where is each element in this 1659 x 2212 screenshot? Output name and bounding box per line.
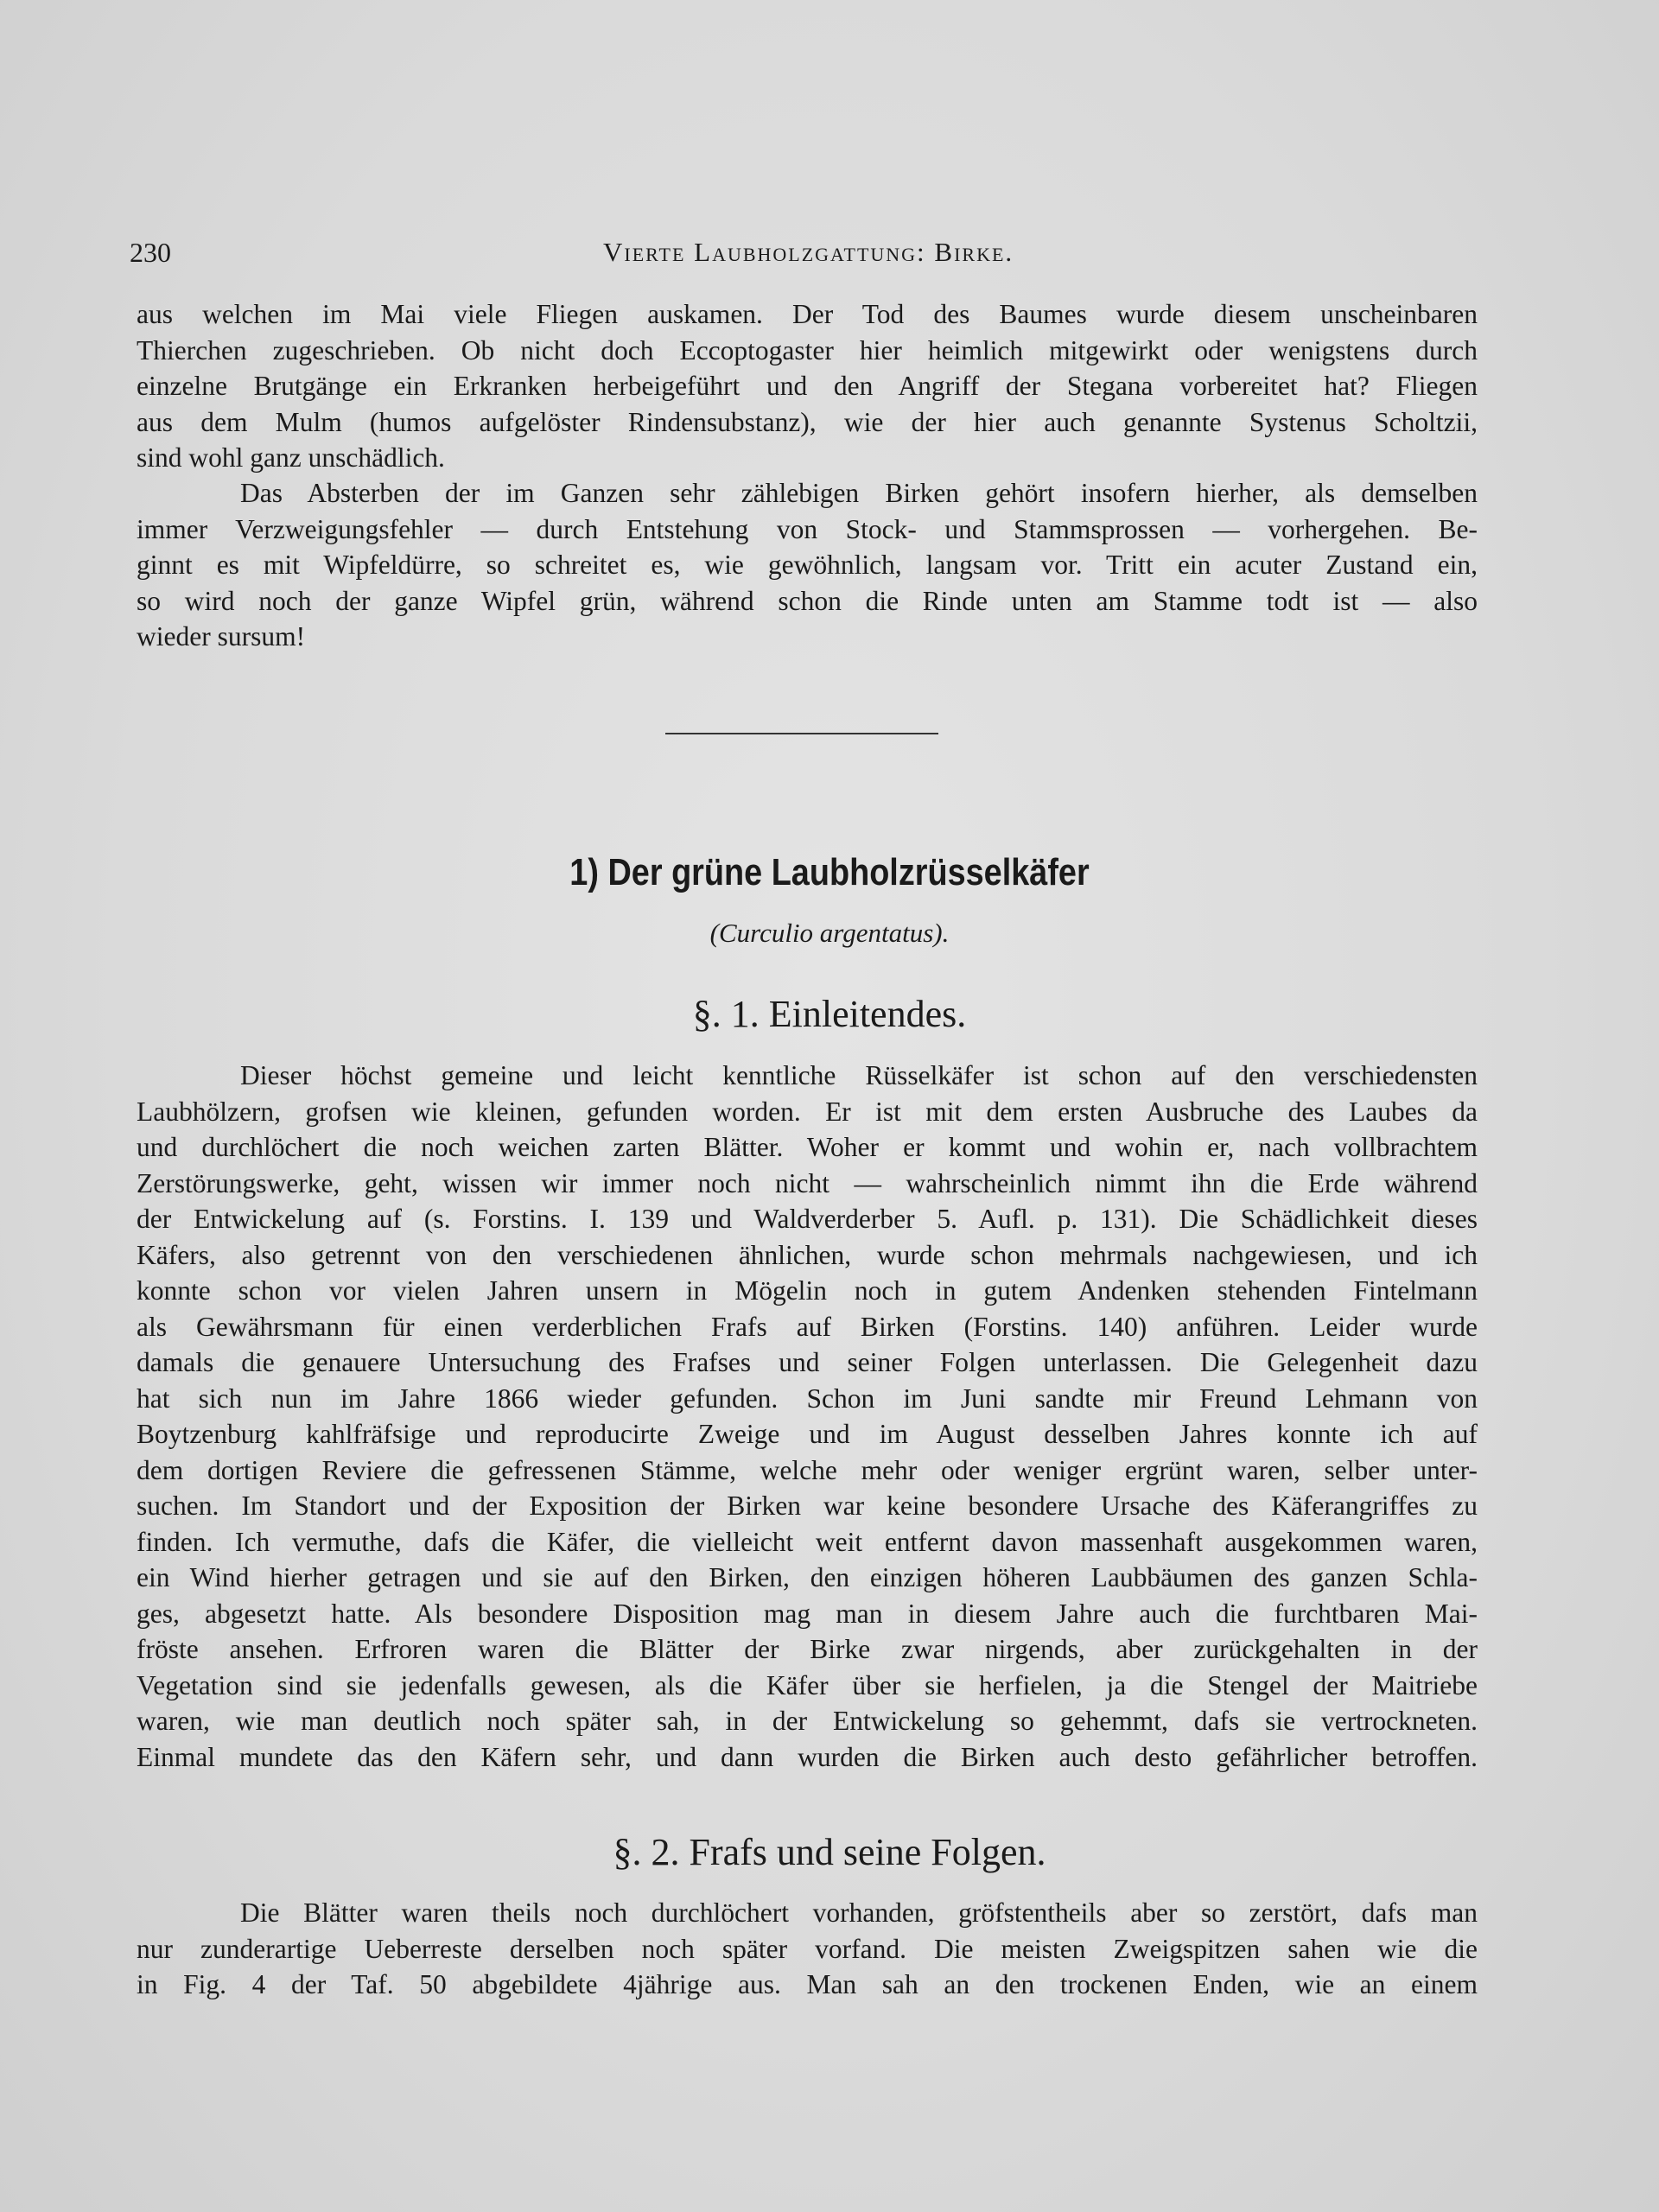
text-line: wieder sursum!	[137, 621, 306, 652]
text-line: sind wohl ganz unschädlich.	[137, 442, 445, 473]
text-line: der Entwickelung auf (s. Forstins. I. 139 und Waldverderber 5. Aufl. p. 131). Die Schädlichkeit dieses	[137, 1204, 1478, 1234]
text-line: suchen. Im Standort und der Exposition der Birken war keine besondere Ursache des Käferangriffes zu	[137, 1491, 1478, 1521]
text-line: hat sich nun im Jahre 1866 wieder gefunden. Schon im Juni sandte mir Freund Lehmann von	[137, 1382, 1478, 1414]
text-line: einzelne Brutgänge ein Erkranken herbeigeführt und den Angriff der Stegana vorbereitet hat? Fliegen	[137, 371, 1478, 401]
text-line: nur zunderartige Ueberreste derselben noch später vorfand. Die meisten Zweigspitzen sahen wie die	[137, 1933, 1478, 1964]
text-line: und durchlöchert die noch weichen zarten Blätter. Woher er kommt und wohin er, nach vollbrachtem	[137, 1132, 1478, 1162]
section-1-body	[137, 1058, 1478, 1775]
intro-paragraph	[137, 296, 1478, 476]
intro-paragraph-2	[137, 475, 1478, 655]
text-line: aus dem Mulm (humos aufgelöster Rindensubstanz), wie der hier auch genannte Systenus Scholtzii,	[137, 406, 1478, 437]
text-line: so wird noch der ganze Wipfel grün, während schon die Rinde unten am Stamme todt ist — also	[137, 585, 1478, 616]
chapter-title: 1) Der grüne Laubholzrüsselkäfer	[569, 851, 1090, 893]
text-line: Vegetation sind sie jedenfalls gewesen, als die Käfer über sie herfielen, ja die Stengel der Maitriebe	[137, 1669, 1478, 1700]
section-heading-1: §. 1. Einleitendes.	[692, 993, 967, 1035]
page-header	[130, 232, 1478, 275]
separator-rule	[665, 733, 938, 734]
text-line: ges, abgesetzt hatte. Als besondere Disposition mag man in diesem Jahre auch die furchtbaren Mai-	[137, 1598, 1478, 1629]
text-line: Thierchen zugeschrieben. Ob nicht doch Eccoptogaster hier heimlich mitgewirkt oder wenigstens durch	[137, 334, 1478, 365]
text-line: Dieser höchst gemeine und leicht kenntliche Rüsselkäfer ist schon auf den verschiedensten	[240, 1060, 1478, 1090]
text-line: Boytzenburg kahlfräfsige und reproducirte Zweige und im August desselben Jahres konnte ich auf	[137, 1419, 1478, 1449]
text-line: ein Wind hierher getragen und sie auf den Birken, den einzigen höheren Laubbäumen des ganzen Schla-	[137, 1562, 1478, 1592]
text-line: immer Verzweigungsfehler — durch Entstehung von Stock- und Stammsprossen — vorhergehen. Be-	[137, 513, 1478, 544]
text-line: dem dortigen Reviere die gefressenen Stämme, welche mehr oder weniger ergrünt waren, selber unter-	[137, 1454, 1478, 1485]
chapter-subtitle: (Curculio argentatus).	[709, 918, 950, 948]
text-line: konnte schon vor vielen Jahren unsern in Mögelin noch in gutem Andenken stehenden Fintelmann	[137, 1275, 1478, 1306]
text-line: ginnt es mit Wipfeldürre, so schreitet es, wie gewöhnlich, langsam vor. Tritt ein acuter Zustand ein,	[137, 550, 1478, 580]
text-line: Die Blätter waren theils noch durchlöchert vorhanden, gröfstentheils aber so zerstört, dafs man	[240, 1897, 1478, 1928]
section-heading-2: §. 2. Frafs und seine Folgen.	[613, 1831, 1046, 1873]
text-line: Das Absterben der im Ganzen sehr zählebigen Birken gehört insofern hierher, als demselben	[240, 478, 1478, 508]
text-line: fröste ansehen. Erfroren waren die Blätter der Birke zwar nirgends, aber zurückgehalten in der	[137, 1634, 1478, 1664]
page-number: 230	[130, 237, 171, 268]
text-line: Käfers, also getrennt von den verschiedenen ähnlichen, wurde schon mehrmals nachgewiesen, und ich	[137, 1239, 1478, 1270]
running-title: Vierte Laubholzgattung: Birke.	[603, 237, 1014, 267]
text-line: Einmal mundete das den Käfern sehr, und dann wurden die Birken auch desto gefährlicher betroffen.	[137, 1741, 1478, 1772]
text-line: als Gewährsmann für einen verderblichen Frafs auf Birken (Forstins. 140) anführen. Leider wurde	[137, 1311, 1478, 1342]
text-line: waren, wie man deutlich noch später sah, in der Entwickelung so gehemmt, dafs sie vertrockneten.	[137, 1706, 1478, 1736]
text-line: damals die genauere Untersuchung des Frafses und seiner Folgen unterlassen. Die Gelegenheit dazu	[137, 1347, 1478, 1377]
text-line: Zerstörungswerke, geht, wissen wir immer noch nicht — wahrscheinlich nimmt ihn die Erde während	[137, 1167, 1478, 1198]
text-line: aus welchen im Mai viele Fliegen auskamen. Der Tod des Baumes wurde diesem unscheinbaren	[137, 299, 1478, 329]
text-line: finden. Ich vermuthe, dafs die Käfer, die vielleicht weit entfernt davon massenhaft ausgekommen waren,	[137, 1526, 1478, 1557]
text-line: Laubhölzern, grofsen wie kleinen, gefunden worden. Er ist mit dem ersten Ausbruche des Laubes da	[137, 1096, 1478, 1127]
text-line: in Fig. 4 der Taf. 50 abgebildete 4jährige aus. Man sah an den trockenen Enden, wie an einem	[137, 1969, 1478, 1999]
section-2-body	[137, 1895, 1478, 2003]
